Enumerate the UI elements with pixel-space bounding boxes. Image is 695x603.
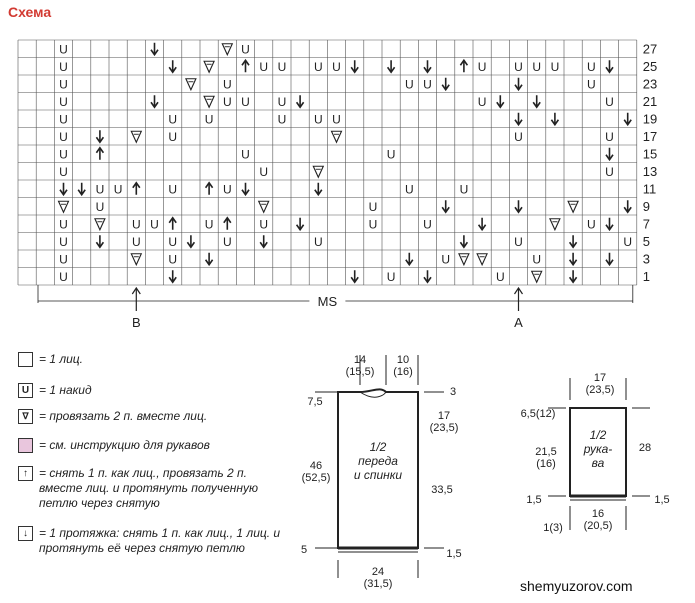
yarn-over-symbol: U: [423, 77, 432, 92]
row-number: 1: [642, 269, 651, 285]
yarn-over-symbol: U: [404, 77, 414, 92]
yarn-over-symbol: U: [368, 217, 378, 232]
yarn-over-symbol: U: [514, 59, 523, 74]
yarn-over-symbol: U: [586, 77, 596, 92]
legend-sleeve: = см. инструкцию для рукавов: [18, 438, 210, 453]
yarn-over-symbol: U: [532, 252, 542, 267]
yarn-over-symbol: U: [532, 59, 542, 74]
yarn-over-symbol: U: [59, 129, 68, 144]
yarn-over-symbol: U: [477, 94, 487, 109]
yarn-over-symbol: U: [277, 59, 287, 74]
dim-side-height: 33,5: [431, 484, 453, 496]
yarn-over-symbol: U: [259, 217, 269, 232]
row-number: 11: [642, 181, 657, 197]
yarn-over-symbol: U: [59, 164, 68, 179]
yarn-over-symbol: U: [605, 94, 614, 109]
yarn-over-symbol: U: [477, 59, 487, 74]
row-number: 27: [642, 41, 658, 57]
yarn-over-symbol: U: [313, 234, 323, 249]
yarn-over-symbol: U: [277, 94, 287, 109]
dim-sleeve-length: 21,5 (16): [535, 446, 557, 470]
row-number: 3: [642, 251, 651, 267]
yarn-over-symbol: U: [332, 112, 341, 127]
row-number: 21: [642, 94, 658, 110]
yarn-over-symbol: U: [168, 234, 178, 249]
yarn-over-symbol: U: [241, 42, 250, 57]
legend-knit: = 1 лиц.: [18, 352, 83, 367]
yarn-over-symbol: U: [95, 182, 105, 197]
dim-bottom-left: 5: [300, 544, 308, 556]
yarn-over-symbol: U: [204, 112, 214, 127]
yarn-over-symbol: U: [514, 234, 523, 249]
dim-left-small: 7,5: [307, 396, 323, 408]
row-number: 17: [642, 129, 658, 145]
yarn-over-symbol: U: [204, 217, 214, 232]
yarn-over-symbol: U: [168, 129, 178, 144]
row-number: 25: [642, 59, 658, 75]
dim-sleeve-top: 17 (23,5): [585, 372, 615, 396]
yarn-over-symbol: U: [168, 112, 178, 127]
k2tog-icon: ∇: [18, 409, 33, 424]
yarn-over-symbol: U: [368, 199, 378, 214]
yarn-over-symbol: U: [95, 199, 105, 214]
yarn-over-symbol: U: [259, 59, 269, 74]
website-label: shemyuzorov.com: [520, 578, 633, 594]
yarn-over-symbol: U: [59, 77, 68, 92]
yarn-over-symbol: U: [241, 147, 250, 162]
label-a: A: [514, 315, 523, 330]
dim-bottom-width: 24 (31,5): [363, 566, 393, 590]
page-title: Схема: [8, 4, 52, 20]
yarn-over-symbol: U: [459, 182, 469, 197]
dim-shoulder-width: 10 (16): [393, 354, 413, 378]
yarn-over-symbol: U: [59, 147, 68, 162]
yarn-over-symbol: U: [404, 182, 414, 197]
label-b: B: [131, 315, 141, 330]
yarn-over-symbol: U: [586, 217, 596, 232]
yarn-over-symbol: U: [131, 234, 141, 249]
yarn-over-symbol: U: [59, 94, 68, 109]
yarn-over-symbol: U: [222, 77, 232, 92]
label-ms: MS: [317, 294, 338, 309]
yarn-over-symbol: U: [150, 217, 159, 232]
yarn-over-symbol: U: [423, 217, 432, 232]
yarn-over-symbol: U: [241, 94, 250, 109]
dim-right-small: 3: [449, 386, 457, 398]
yarn-over-symbol: U: [605, 164, 614, 179]
yarn-over-symbol: U: [514, 129, 523, 144]
yarn-over-symbol: U: [550, 59, 560, 74]
yarn-over-symbol: U: [259, 164, 269, 179]
yarn-over-symbol: U: [313, 112, 323, 127]
yarn-over-symbol: U: [386, 147, 396, 162]
yarn-over-symbol: U: [59, 59, 68, 74]
yarn-over-symbol: U: [277, 112, 287, 127]
row-number: 7: [642, 216, 651, 232]
dim-total-height: 46 (52,5): [301, 460, 331, 484]
dim-sleeve-bottom-right: 1,5: [654, 494, 670, 506]
row-number: 19: [642, 111, 658, 127]
yarn-over-symbol: U: [441, 252, 451, 267]
sleeve-piece-label: 1/2 рука- ва: [583, 428, 613, 470]
yarn-over-symbol: U: [222, 182, 232, 197]
row-number: 23: [642, 76, 658, 92]
yarn-over-symbol: U: [495, 269, 505, 284]
yarn-over-symbol: U: [59, 252, 68, 267]
dim-sleeve-bottom-left: 1,5: [526, 494, 542, 506]
yarn-over-symbol: U: [59, 234, 68, 249]
row-number: 5: [642, 234, 651, 250]
yarn-over-symbol: U: [386, 269, 396, 284]
dim-sleeve-cap: 6,5(12): [520, 408, 556, 420]
yarn-over-symbol: U: [59, 217, 68, 232]
yarn-over-symbol: U: [59, 269, 68, 284]
yarn-over-symbol: U: [313, 59, 323, 74]
yarn-over-symbol: U: [222, 234, 232, 249]
down-arrow-icon: ↓: [18, 526, 33, 541]
dim-neck-width: 14 (15,5): [345, 354, 375, 378]
legend-yarn-over: U = 1 накид: [18, 383, 92, 398]
row-number: 13: [642, 164, 658, 180]
dim-armhole: 17 (23,5): [429, 410, 459, 434]
yarn-over-symbol: U: [59, 42, 68, 57]
dim-sleeve-width: 16 (20,5): [583, 508, 613, 532]
yarn-over-symbol: U: [605, 129, 614, 144]
yarn-over-symbol: U: [168, 182, 178, 197]
body-piece-label: 1/2 переда и спинки: [353, 440, 403, 482]
yarn-over-symbol: U: [623, 234, 633, 249]
yarn-over-symbol: U: [113, 182, 123, 197]
row-number: 15: [642, 146, 658, 162]
legend-sk2p: ↑ = снять 1 п. как лиц., провязать 2 п. вместе лиц. и протянуть полученную петлю через снятую: [18, 466, 293, 511]
yarn-over-symbol: U: [131, 217, 141, 232]
yarn-over-symbol: U: [332, 59, 341, 74]
dim-sleeve-right: 28: [638, 442, 652, 454]
dim-sleeve-small: 1(3): [543, 522, 563, 534]
yarn-over-symbol: U: [222, 94, 232, 109]
yarn-over-symbol: U: [59, 112, 68, 127]
up-arrow-icon: ↑: [18, 466, 33, 481]
yarn-over-symbol: U: [168, 252, 178, 267]
yarn-over-icon: U: [18, 383, 33, 398]
row-number: 9: [642, 199, 651, 215]
legend-ssk: ↓ = 1 протяжка: снять 1 п. как лиц., 1 лиц. и протянуть её через снятую петлю: [18, 526, 293, 556]
yarn-over-symbol: U: [586, 59, 596, 74]
legend-k2tog: ∇ = провязать 2 п. вместе лиц.: [18, 409, 207, 424]
dim-bottom-right: 1,5: [446, 548, 462, 560]
